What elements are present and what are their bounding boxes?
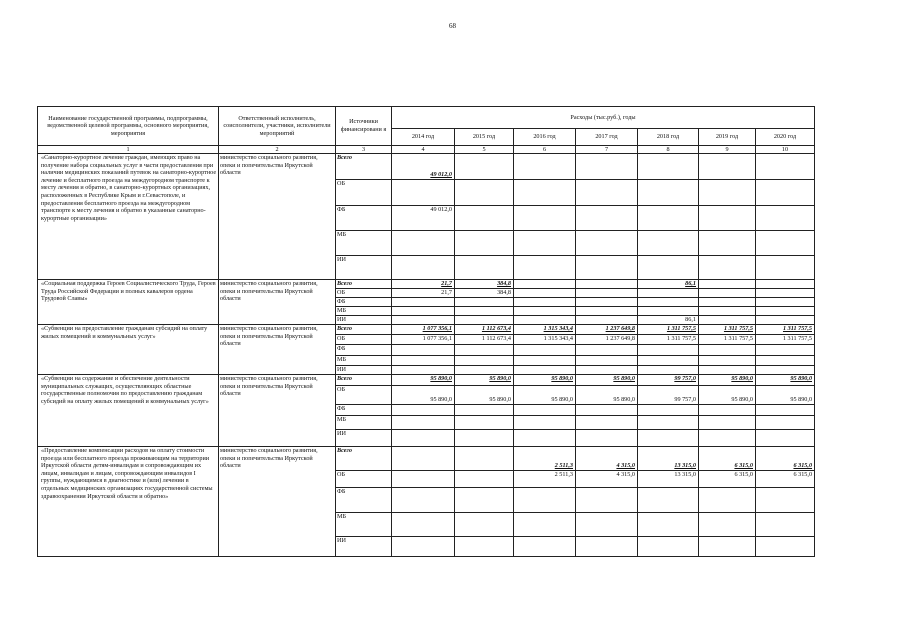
funding-source-ii: ИИ [336, 430, 392, 447]
value-cell-ob [514, 180, 576, 206]
value-cell-ob: 4 315,0 [576, 471, 638, 488]
value-cell-ob: 1 237 649,8 [576, 335, 638, 345]
value-cell-ii [392, 316, 455, 325]
value-cell-mb [638, 356, 699, 366]
executor-cell: министерство социального развития, опеки и попечительства Иркутской области [219, 375, 336, 447]
value-cell-ii: 86,1 [638, 316, 699, 325]
executor-cell: министерство социального развития, опеки и попечительства Иркутской области [219, 447, 336, 557]
value-cell-ob: 1 311 757,5 [638, 335, 699, 345]
value-cell-total: 2 511,3 [514, 447, 576, 471]
value-cell-ii [455, 430, 514, 447]
value-cell-mb [514, 356, 576, 366]
value-cell-total: 6 315,0 [756, 447, 815, 471]
value-cell-fb [638, 405, 699, 416]
funding-source-ii: ИИ [336, 316, 392, 325]
value-cell-fb [638, 298, 699, 307]
header-year: 2020 год [756, 129, 815, 146]
value-cell-mb [455, 416, 514, 430]
value-cell-fb [392, 488, 455, 513]
value-cell-total [576, 280, 638, 289]
value-cell-total [576, 154, 638, 180]
value-cell-ob [576, 289, 638, 298]
value-cell-ob: 2 511,3 [514, 471, 576, 488]
value-cell-mb [699, 307, 756, 316]
column-number: 2 [219, 146, 336, 154]
value-cell-total: 6 315,0 [699, 447, 756, 471]
value-cell-ii [756, 430, 815, 447]
value-cell-fb [392, 298, 455, 307]
value-cell-fb: 49 012,0 [392, 206, 455, 231]
value-cell-ob [638, 289, 699, 298]
program-name-cell: «Субвенции на содержание и обеспечение деятельности муниципальных служащих, осуществляющих областные государственные полномочия по предоставлению гражданам субсидий на оплату жилых помещений и коммунальных услуг» [38, 375, 219, 447]
value-cell-total [392, 447, 455, 471]
value-cell-total [756, 154, 815, 180]
table-row [38, 375, 815, 386]
value-cell-ii [699, 256, 756, 280]
value-cell-mb [756, 416, 815, 430]
value-cell-mb [455, 513, 514, 537]
header-expenses: Расходы (тыс.руб.), годы [392, 107, 815, 129]
value-cell-mb [638, 231, 699, 256]
funding-source-total: Всего [336, 447, 392, 471]
value-cell-fb [392, 345, 455, 356]
funding-source-fb: ФБ [336, 206, 392, 231]
header-program-name: Наименование государственной программы, подпрограммы, ведомственной целевой программы, основного мероприятия, мероприятия [38, 107, 219, 146]
value-cell-total: 1 077 356,1 [392, 325, 455, 335]
value-cell-ii [756, 366, 815, 375]
value-cell-mb [514, 307, 576, 316]
funding-source-fb: ФБ [336, 488, 392, 513]
value-cell-fb [576, 488, 638, 513]
value-cell-mb [392, 307, 455, 316]
value-cell-total: 1 315 343,4 [514, 325, 576, 335]
value-cell-total: 95 890,0 [455, 375, 514, 386]
funding-source-mb: МБ [336, 513, 392, 537]
value-cell-total: 86,1 [638, 280, 699, 289]
value-cell-total: 384,8 [455, 280, 514, 289]
value-cell-fb [756, 206, 815, 231]
value-cell-fb [514, 405, 576, 416]
value-cell-ob: 95 890,0 [514, 386, 576, 405]
value-cell-ii [699, 366, 756, 375]
value-cell-ii [756, 537, 815, 557]
value-cell-fb [514, 345, 576, 356]
value-cell-fb [756, 298, 815, 307]
value-cell-ob: 95 890,0 [756, 386, 815, 405]
value-cell-total [756, 280, 815, 289]
value-cell-fb [455, 488, 514, 513]
value-cell-mb [455, 356, 514, 366]
value-cell-total: 95 890,0 [756, 375, 815, 386]
header-year: 2019 год [699, 129, 756, 146]
value-cell-ii [756, 316, 815, 325]
value-cell-mb [576, 356, 638, 366]
value-cell-ii [699, 537, 756, 557]
value-cell-fb [392, 405, 455, 416]
value-cell-ii [455, 256, 514, 280]
value-cell-total: 1 311 757,5 [638, 325, 699, 335]
value-cell-total [455, 447, 514, 471]
value-cell-ob: 95 890,0 [576, 386, 638, 405]
value-cell-ii [455, 316, 514, 325]
value-cell-mb [514, 231, 576, 256]
value-cell-ob [699, 289, 756, 298]
value-cell-ii [699, 430, 756, 447]
value-cell-ob: 95 890,0 [699, 386, 756, 405]
value-cell-ii [638, 430, 699, 447]
funding-source-total: Всего [336, 375, 392, 386]
value-cell-mb [455, 231, 514, 256]
expenses-table [37, 106, 815, 557]
program-name-cell: «Санаторно-курортное лечение граждан, имеющих право на получение набора социальных услуг в части предоставления при наличии медицинских показаний путевок на санаторно-курортное лечение и бесплатного проезда на междугородном транспорте к месту лечения и обратно, в санаторно-курортных организациях, расположенных в Республике Крым и г.Севастополе, и предоставления бесплатного проезда на междугородном транспорте к месту лечения и обратно в указанные санаторно-курортные организации» [38, 154, 219, 280]
value-cell-ob [392, 180, 455, 206]
column-number: 3 [336, 146, 392, 154]
value-cell-total [638, 154, 699, 180]
value-cell-total: 1 311 757,5 [756, 325, 815, 335]
value-cell-fb [699, 488, 756, 513]
value-cell-total [455, 154, 514, 180]
value-cell-ob [455, 471, 514, 488]
value-cell-ii [392, 537, 455, 557]
value-cell-ii [638, 256, 699, 280]
value-cell-ob: 1 315 343,4 [514, 335, 576, 345]
value-cell-ii [514, 430, 576, 447]
table-row [38, 325, 815, 335]
funding-source-ob: ОБ [336, 335, 392, 345]
value-cell-total: 4 315,0 [576, 447, 638, 471]
funding-source-mb: МБ [336, 231, 392, 256]
value-cell-total [514, 154, 576, 180]
value-cell-fb [756, 345, 815, 356]
header-executor: Ответственный исполнитель, соисполнители, участники, исполнители мероприятий [219, 107, 336, 146]
value-cell-fb [576, 345, 638, 356]
value-cell-mb [756, 356, 815, 366]
value-cell-fb [514, 488, 576, 513]
value-cell-ob [392, 471, 455, 488]
value-cell-ob [514, 289, 576, 298]
funding-source-ob: ОБ [336, 180, 392, 206]
value-cell-fb [699, 206, 756, 231]
header-year: 2014 год [392, 129, 455, 146]
column-number: 4 [392, 146, 455, 154]
value-cell-ob [638, 180, 699, 206]
value-cell-ii [455, 366, 514, 375]
value-cell-fb [514, 298, 576, 307]
value-cell-mb [699, 356, 756, 366]
funding-source-fb: ФБ [336, 345, 392, 356]
value-cell-total: 99 757,0 [638, 375, 699, 386]
value-cell-ii [699, 316, 756, 325]
value-cell-ii [392, 430, 455, 447]
table-row [38, 280, 815, 289]
program-name-cell: «Социальная поддержка Героев Социалистического Труда, Героев Труда Российской Федерации и полных кавалеров ордена Трудовой Славы» [38, 280, 219, 325]
funding-source-mb: МБ [336, 416, 392, 430]
value-cell-ii [514, 366, 576, 375]
value-cell-mb [699, 231, 756, 256]
value-cell-total: 1 311 757,5 [699, 325, 756, 335]
funding-source-total: Всего [336, 325, 392, 335]
funding-source-ob: ОБ [336, 386, 392, 405]
column-number: 1 [38, 146, 219, 154]
value-cell-mb [576, 513, 638, 537]
value-cell-ob [699, 180, 756, 206]
funding-source-ob: ОБ [336, 289, 392, 298]
value-cell-fb [756, 488, 815, 513]
value-cell-fb [455, 405, 514, 416]
value-cell-ii [576, 537, 638, 557]
value-cell-total: 95 890,0 [392, 375, 455, 386]
program-name-cell: «Предоставление компенсации расходов на оплату стоимости проезда или бесплатного проезда проживающим на территории Иркутской области детям-инвалидам и сопровождающим их лицам, инвалидам и лицам, сопровождающим инвалидов I группы, нуждающимся в диагностике и (или) лечении в отдельных медицинских организациях государственной системы здравоохранения Иркутской области и обратно» [38, 447, 219, 557]
value-cell-ob: 99 757,0 [638, 386, 699, 405]
value-cell-fb [699, 405, 756, 416]
value-cell-ob: 384,8 [455, 289, 514, 298]
value-cell-mb [699, 416, 756, 430]
value-cell-mb [576, 231, 638, 256]
header-year: 2017 год [576, 129, 638, 146]
value-cell-mb [756, 513, 815, 537]
value-cell-ii [514, 256, 576, 280]
funding-source-fb: ФБ [336, 405, 392, 416]
value-cell-ob [455, 180, 514, 206]
value-cell-mb [699, 513, 756, 537]
header-year: 2016 год [514, 129, 576, 146]
value-cell-fb [576, 298, 638, 307]
header-funding-source: Источники финансировани я [336, 107, 392, 146]
value-cell-ii [392, 366, 455, 375]
value-cell-total: 95 890,0 [514, 375, 576, 386]
column-number: 7 [576, 146, 638, 154]
value-cell-total: 13 315,0 [638, 447, 699, 471]
value-cell-ii [455, 537, 514, 557]
page-number: 68 [449, 22, 456, 30]
value-cell-mb [576, 307, 638, 316]
funding-source-mb: МБ [336, 307, 392, 316]
table-row [38, 447, 815, 471]
value-cell-fb [455, 206, 514, 231]
value-cell-fb [638, 488, 699, 513]
value-cell-ob [756, 180, 815, 206]
value-cell-mb [392, 356, 455, 366]
value-cell-mb [576, 416, 638, 430]
value-cell-fb [576, 206, 638, 231]
header-year: 2015 год [455, 129, 514, 146]
value-cell-mb [392, 513, 455, 537]
value-cell-ii [576, 316, 638, 325]
value-cell-ob [576, 180, 638, 206]
value-cell-fb [514, 206, 576, 231]
value-cell-ob: 1 311 757,5 [699, 335, 756, 345]
value-cell-ii [576, 366, 638, 375]
column-number: 8 [638, 146, 699, 154]
funding-source-mb: МБ [336, 356, 392, 366]
value-cell-fb [455, 298, 514, 307]
value-cell-ob [756, 289, 815, 298]
funding-source-total: Всего [336, 280, 392, 289]
value-cell-fb [576, 405, 638, 416]
column-number: 10 [756, 146, 815, 154]
funding-source-ii: ИИ [336, 537, 392, 557]
value-cell-mb [756, 307, 815, 316]
value-cell-total [699, 280, 756, 289]
value-cell-total: 1 237 649,8 [576, 325, 638, 335]
funding-source-ii: ИИ [336, 256, 392, 280]
funding-source-total: Всего [336, 154, 392, 180]
column-number: 5 [455, 146, 514, 154]
funding-source-ob: ОБ [336, 471, 392, 488]
executor-cell: министерство социального развития, опеки и попечительства Иркутской области [219, 325, 336, 375]
header-year: 2018 год [638, 129, 699, 146]
value-cell-ob: 95 890,0 [392, 386, 455, 405]
value-cell-fb [638, 206, 699, 231]
value-cell-mb [514, 513, 576, 537]
executor-cell: министерство социального развития, опеки и попечительства Иркутской области [219, 280, 336, 325]
table-row [38, 154, 815, 180]
value-cell-mb [392, 416, 455, 430]
column-number: 9 [699, 146, 756, 154]
value-cell-mb [638, 513, 699, 537]
value-cell-ii [638, 537, 699, 557]
value-cell-mb [514, 416, 576, 430]
value-cell-total: 95 890,0 [699, 375, 756, 386]
value-cell-mb [638, 307, 699, 316]
program-name-cell: «Субвенции на предоставление гражданам субсидий на оплату жилых помещений и коммунальных услуг» [38, 325, 219, 375]
value-cell-ii [514, 316, 576, 325]
value-cell-ii [756, 256, 815, 280]
value-cell-fb [756, 405, 815, 416]
value-cell-mb [638, 416, 699, 430]
value-cell-ii [576, 256, 638, 280]
value-cell-total: 1 112 673,4 [455, 325, 514, 335]
value-cell-ii [638, 366, 699, 375]
value-cell-ii [576, 430, 638, 447]
value-cell-total: 21,7 [392, 280, 455, 289]
funding-source-ii: ИИ [336, 366, 392, 375]
value-cell-ob: 6 315,0 [699, 471, 756, 488]
value-cell-ob: 21,7 [392, 289, 455, 298]
value-cell-mb [392, 231, 455, 256]
value-cell-ob: 1 311 757,5 [756, 335, 815, 345]
column-number: 6 [514, 146, 576, 154]
value-cell-total: 95 890,0 [576, 375, 638, 386]
value-cell-ob: 1 077 356,1 [392, 335, 455, 345]
value-cell-total: 49 012,0 [392, 154, 455, 180]
value-cell-fb [699, 298, 756, 307]
value-cell-mb [756, 231, 815, 256]
value-cell-ob: 95 890,0 [455, 386, 514, 405]
value-cell-fb [455, 345, 514, 356]
value-cell-ii [514, 537, 576, 557]
value-cell-fb [638, 345, 699, 356]
value-cell-fb [699, 345, 756, 356]
value-cell-total [699, 154, 756, 180]
value-cell-mb [455, 307, 514, 316]
value-cell-ob: 1 112 673,4 [455, 335, 514, 345]
executor-cell: министерство социального развития, опеки и попечительства Иркутской области [219, 154, 336, 280]
value-cell-ob: 13 315,0 [638, 471, 699, 488]
value-cell-ii [392, 256, 455, 280]
value-cell-total [514, 280, 576, 289]
value-cell-ob: 6 315,0 [756, 471, 815, 488]
funding-source-fb: ФБ [336, 298, 392, 307]
